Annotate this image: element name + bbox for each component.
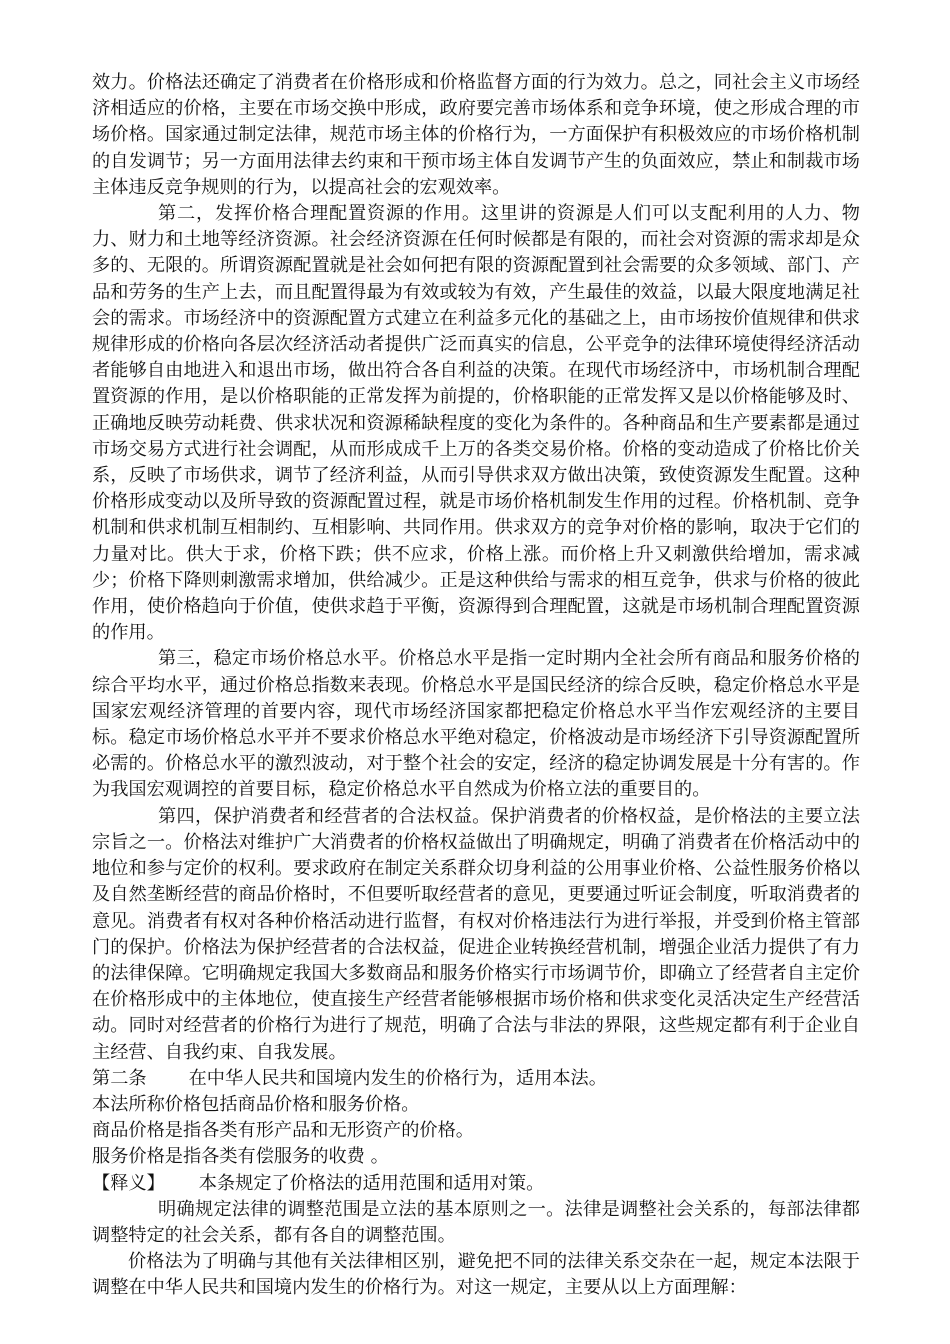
article-item: 服务价格是指各类有偿服务的收费 。 bbox=[92, 1146, 389, 1168]
paragraph-fourth-point: 第四，保护消费者和经营者的合法权益。保护消费者的价格权益，是价格法的主要立法宗旨之一。价格法对维护广大消费者的价格权益做出了明确规定，明确了消费者在价格活动中的地位和参与定价的权利。要求政府在制定关系群众切身利益的公用事业价格、公益性服务价格以及自然垄断经营的商品价格时，不但要听取经营者的意见，更要通过听证会制度，听取消费者的意见。消费者有权对各种价格活动进行监督，有权对价格违法行为进行举报，并受到价格主管部门的保护。价格法为保护经营者的合法权益，促进企业转换经营机制，增强企业活力提供了有力的法律保障。它明确规定我国大多数商品和服务价格实行市场调节价，即确立了经营者自主定价在价格形成中的主体地位，使直接生产经营者能够根据市场价格和供求变化灵活决定生产经营活动。同时对经营者的价格行为进行了规范，明确了合法与非法的界限，这些规定都有利于企业自主经营、自我约束、自我发展。 bbox=[92, 805, 860, 1063]
article-item: 本法所称价格包括商品价格和服务价格。 bbox=[92, 1093, 420, 1115]
paragraph-second-point: 第二，发挥价格合理配置资源的作用。这里讲的资源是人们可以支配利用的人力、物力、财力和土地等经济资源。社会经济资源在任何时候都是有限的，而社会对资源的需求却是众多的、无限的。所谓资源配置就是社会如何把有限的资源配置到社会需要的众多领域、部门、产品和劳务的生产上去，而且配置得最为有效或较为有效，产生最佳的效益，以最大限度地满足社会的需求。市场经济中的资源配置方式建立在利益多元化的基础之上，由市场按价值规律和供求规律形成的价格向各层次经济活动者提供广泛而真实的信息，公平竞争的法律环境使得经济活动者能够自由地进入和退出市场，做出符合各自利益的决策。在现代市场经济中，市场机制合理配置资源的作用，是以价格职能的正常发挥为前提的，价格职能的正常发挥又是以价格能够及时、正确地反映劳动耗费、供求状况和资源稀缺程度的变化为条件的。各种商品和生产要素都是通过市场交易方式进行社会调配，从而形成成千上万的各类交易价格。价格的变动造成了价格比价关系，反映了市场供求，调节了经济利益，从而引导供求双方做出决策，致使资源发生配置。这种价格形成变动以及所导致的资源配置过程，就是市场价格机制发生作用的过程。价格机制、竞争机制和供求机制互相制约、互相影响、共同作用。供求双方的竞争对价格的影响，取决于它们的力量对比。供大于求，价格下跌；供不应求，价格上涨。而价格上升又刺激供给增加，需求减少；价格下降则刺激需求增加，供给减少。正是这种供给与需求的相互竞争，供求与价格的彼此作用，使价格趋向于价值，使供求趋于平衡，资源得到合理配置，这就是市场机制合理配置资源的作用。 bbox=[92, 203, 860, 644]
paragraph-third-point: 第三，稳定市场价格总水平。价格总水平是指一定时期内全社会所有商品和服务价格的综合平均水平，通过价格总指数来表现。价格总水平是国民经济的综合反映，稳定价格总水平是国家宏观经济管理的首要内容，现代市场经济国家都把稳定价格总水平当作宏观经济的主要目标。稳定市场价格总水平并不要求价格总水平绝对稳定，价格波动是市场经济下引导资源配置所必需的。价格总水平的激烈波动，对于整个社会的安定，经济的稳定协调发展是十分有害的。作为我国宏观调控的首要目标，稳定价格总水平自然成为价格立法的重要目的。 bbox=[92, 648, 860, 801]
article-label: 第二条 bbox=[92, 1067, 147, 1089]
article-text: 在中华人民共和国境内发生的价格行为，适用本法。 bbox=[188, 1067, 607, 1089]
article-item: 商品价格是指各类有形产品和无形资产的价格。 bbox=[92, 1120, 474, 1142]
explanation-heading bbox=[92, 1171, 860, 1197]
explanation-label: 【释义】 bbox=[92, 1172, 165, 1194]
document-page bbox=[92, 70, 860, 1302]
explanation-paragraph: 价格法为了明确与其他有关法律相区别，避免把不同的法律关系交杂在一起，规定本法限于调整在中华人民共和国境内发生的价格行为。对这一规定，主要从以上方面理解： bbox=[92, 1251, 860, 1299]
paragraph-continuation: 效力。价格法还确定了消费者在价格形成和价格监督方面的行为效力。总之，同社会主义市场经济相适应的价格，主要在市场交换中形成，政府要完善市场体系和竞争环境，使之形成合理的市场价格。国家通过制定法律，规范市场主体的价格行为，一方面保护有积极效应的市场价格机制的自发调节；另一方面用法律去约束和干预市场主体自发调节产生的负面效应，禁止和制裁市场主体违反竞争规则的行为，以提高社会的宏观效率。 bbox=[92, 72, 860, 198]
explanation-text: 本条规定了价格法的适用范围和适用对策。 bbox=[198, 1172, 545, 1194]
explanation-paragraph: 明确规定法律的调整范围是立法的基本原则之一。法律是调整社会关系的，每部法律都调整特定的社会关系，都有各自的调整范围。 bbox=[92, 1198, 860, 1246]
article-heading bbox=[92, 1066, 860, 1092]
